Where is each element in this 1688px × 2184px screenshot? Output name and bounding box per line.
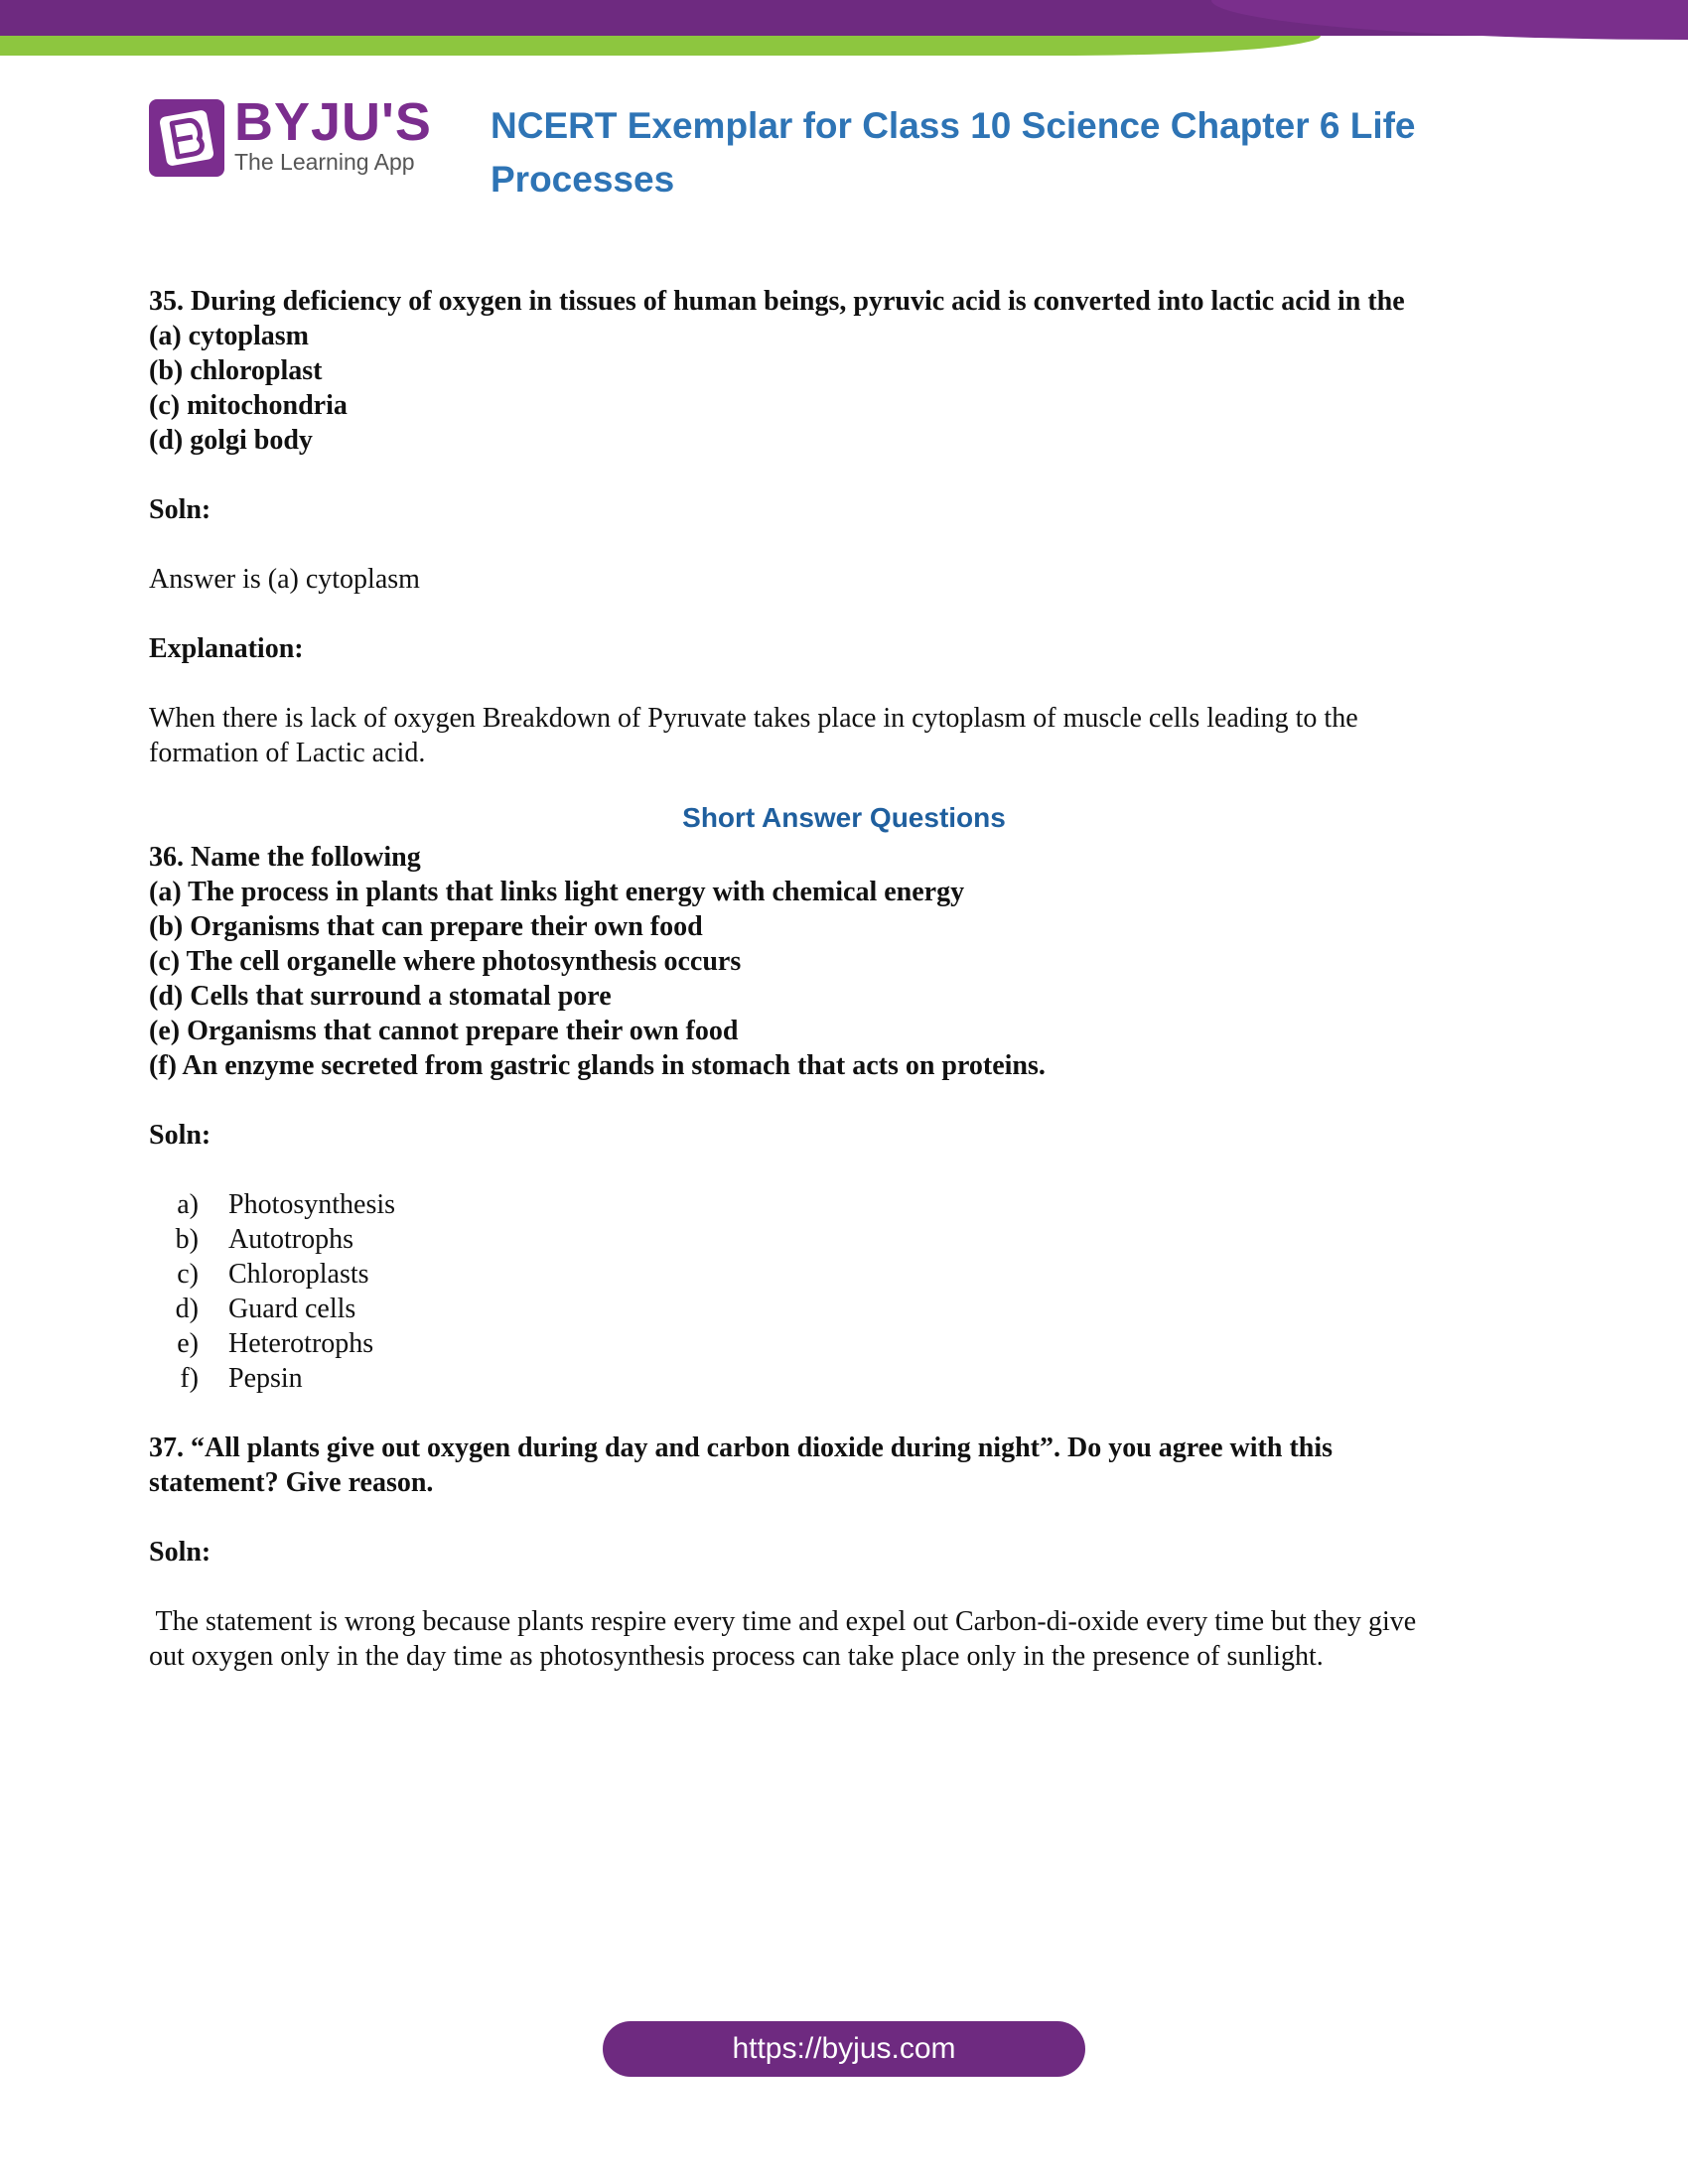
q35-answer: Answer is (a) cytoplasm	[149, 564, 420, 595]
byjus-b-icon	[149, 99, 224, 177]
answer-letter: a)	[177, 1189, 199, 1220]
q36-part-b: (b) Organisms that can prepare their own food	[149, 911, 703, 942]
q35-option-d: (d) golgi body	[149, 425, 313, 456]
q36-soln-label: Soln:	[149, 1120, 211, 1151]
q35-explanation-line2: formation of Lactic acid.	[149, 738, 426, 768]
list-item	[149, 1257, 1539, 1292]
answer-text: Chloroplasts	[228, 1259, 369, 1290]
q37-answer-line1: The statement is wrong because plants respire every time and expel out Carbon-di-oxide every time but they give	[149, 1606, 1417, 1637]
answer-letter: f)	[180, 1363, 199, 1394]
answer-letter: b)	[175, 1224, 199, 1255]
q36-part-d: (d) Cells that surround a stomatal pore	[149, 981, 612, 1012]
footer-url-link[interactable]: https://byjus.com	[603, 2021, 1085, 2077]
q35-explanation-label: Explanation:	[149, 633, 304, 664]
q36-answer-list	[149, 1187, 1539, 1396]
list-item	[149, 1292, 1539, 1326]
list-item	[149, 1222, 1539, 1257]
q37-question-line2: statement? Give reason.	[149, 1467, 434, 1498]
q36-question: 36. Name the following	[149, 842, 421, 873]
q37-question-line1: 37. “All plants give out oxygen during day and carbon dioxide during night”. Do you agree with this	[149, 1433, 1334, 1463]
answer-text: Autotrophs	[228, 1224, 353, 1255]
answer-letter: e)	[177, 1328, 199, 1359]
byjus-logo[interactable]	[149, 92, 437, 181]
q35-option-c: (c) mitochondria	[149, 390, 348, 421]
answer-letter: c)	[177, 1259, 199, 1290]
list-item	[149, 1187, 1539, 1222]
q36-part-f: (f) An enzyme secreted from gastric glands in stomach that acts on proteins.	[149, 1050, 1046, 1081]
q36-part-a: (a) The process in plants that links light energy with chemical energy	[149, 877, 965, 907]
list-item	[149, 1326, 1539, 1361]
q36-part-c: (c) The cell organelle where photosynthesis occurs	[149, 946, 742, 977]
list-item	[149, 1361, 1539, 1396]
answer-text: Heterotrophs	[228, 1328, 374, 1359]
section-heading: Short Answer Questions	[682, 802, 1006, 833]
q35-option-b: (b) chloroplast	[149, 355, 323, 386]
q37-answer-line2: out oxygen only in the day time as photosynthesis process can take place only in the presence of sunlight.	[149, 1641, 1324, 1672]
q35-soln-label: Soln:	[149, 494, 211, 525]
answer-text: Pepsin	[228, 1363, 303, 1394]
logo-tagline: The Learning App	[234, 149, 415, 175]
answer-text: Photosynthesis	[228, 1189, 396, 1220]
q36-part-e: (e) Organisms that cannot prepare their own food	[149, 1016, 739, 1046]
q35-question: 35. During deficiency of oxygen in tissues of human beings, pyruvic acid is converted into lactic acid in the	[149, 286, 1405, 317]
logo-wordmark: BYJU'S	[234, 92, 432, 152]
answer-text: Guard cells	[228, 1294, 356, 1324]
page-content	[149, 284, 1539, 1674]
q35-option-a: (a) cytoplasm	[149, 321, 309, 351]
q37-soln-label: Soln:	[149, 1537, 211, 1568]
answer-letter: d)	[175, 1294, 199, 1324]
top-green-band	[0, 36, 1321, 56]
document-title: NCERT Exemplar for Class 10 Science Chapter 6 Life Processes	[491, 105, 1416, 200]
q35-explanation-line1: When there is lack of oxygen Breakdown of Pyruvate takes place in cytoplasm of muscle cells leading to the	[149, 703, 1358, 734]
